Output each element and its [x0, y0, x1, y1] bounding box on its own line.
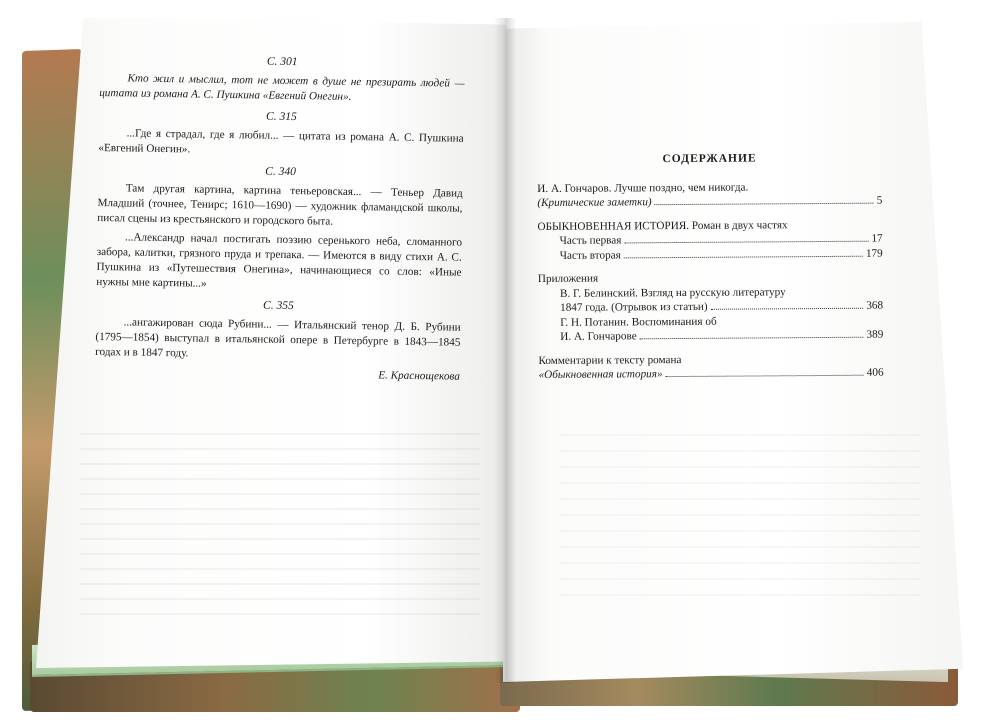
dot-leader	[640, 336, 864, 340]
toc-potanin-title: Г. Н. Потанин. Воспоминания об	[560, 315, 717, 329]
page-ref-355: С. 355	[263, 299, 294, 313]
book-gutter	[494, 18, 516, 683]
toc-page-number: 5	[876, 194, 883, 207]
show-through-text-right	[560, 420, 920, 600]
author-signature: Е. Краснощекова	[378, 369, 460, 383]
dot-leader	[711, 307, 864, 310]
toc-entry-essay-title: И. А. Гончаров. Лучше поздно, чем никогда.	[537, 181, 749, 195]
toc-potanin-subtitle: И. А. Гончарове	[560, 330, 637, 343]
toc-potanin	[538, 313, 883, 344]
note-340-poetry: ...Александр начал постигать поэзию серенького неба, сломанного забора, калитки, грязного пруда и трепака. — Имеются в виду стихи А. С. Пушкина из «Путешествия Онегина», начинающиеся со слов: «Иные нужны мне картины...»	[96, 231, 463, 290]
toc-belinsky-subtitle: 1847 года. (Отрывок из статьи)	[560, 300, 708, 314]
page-ref-315: С. 315	[265, 110, 297, 124]
toc-part-2	[538, 246, 883, 263]
toc-appendix-title: Приложения	[537, 272, 599, 285]
toc-page-number: 389	[866, 328, 884, 341]
dot-leader	[655, 202, 874, 206]
note-301: Кто жил и мыслил, тот не может в душе не презирать людей — цитата из романа А. С. Пушкина «Евгений Онегин».	[99, 72, 465, 103]
toc-belinsky-title: В. Г. Белинский. Взгляд на русскую литературу	[559, 285, 786, 300]
left-page-commentary	[95, 46, 465, 385]
toc-comments-title: Комментарии к тексту романа	[538, 353, 682, 367]
dot-leader	[624, 240, 868, 244]
dot-leader	[624, 254, 863, 258]
toc-entry-novel-title: ОБЫКНОВЕННАЯ ИСТОРИЯ. Роман в двух частях	[537, 218, 788, 233]
toc-entry-essay	[537, 179, 882, 210]
toc-page-number: 17	[871, 232, 883, 245]
toc-comments	[538, 351, 883, 382]
table-of-contents	[537, 151, 884, 392]
toc-title: СОДЕРЖАНИЕ	[662, 152, 757, 166]
toc-appendix	[538, 270, 883, 345]
page-ref-340: С. 340	[265, 165, 296, 179]
toc-part-label: Часть вторая	[559, 248, 621, 262]
toc-entry-novel	[537, 217, 882, 263]
note-340-tenier: Там другая картина, картина теньеровская... — Теньер Давид Младший (точнее, Тенирс; 1610—1690) — художник фламандской школы, писал сцены из крестьянского и городского быта.	[97, 182, 463, 228]
toc-page-number: 368	[866, 299, 884, 312]
note-355: ...ангажирован сюда Рубини... — Итальянский тенор Д. Б. Рубини (1795—1854) выступал в итальянской опере в Петербурге в 1843—1845 годах и в 1847 году.	[95, 316, 461, 360]
toc-comments-subtitle: «Обыкновенная история»	[538, 368, 663, 381]
toc-page-number: 179	[865, 247, 883, 260]
toc-entry-essay-subtitle: (Критические заметки)	[537, 196, 652, 209]
show-through-text	[80, 420, 480, 620]
page-ref-301: С. 301	[266, 55, 298, 69]
toc-part-label: Часть первая	[559, 234, 622, 247]
toc-page-number: 406	[866, 366, 884, 379]
dot-leader	[666, 374, 864, 377]
note-315: ...Где я страдал, где я любил... — цитата из романа А. С. Пушкина «Евгений Онегин».	[98, 127, 464, 156]
toc-belinsky	[538, 284, 883, 315]
